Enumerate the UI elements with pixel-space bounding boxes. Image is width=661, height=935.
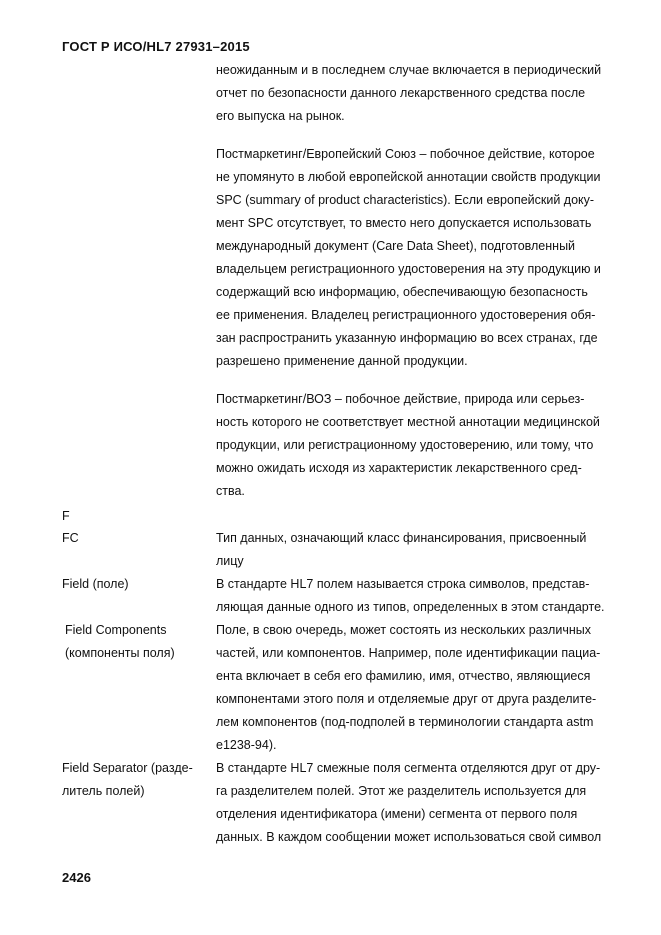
text-line: отчет по безопасности данного лекарственного средства после [216,86,586,100]
text-line: данных. В каждом сообщении может использоваться свой символ [216,830,602,844]
text-line: можно ожидать исходя из характеристик лекарственного сред- [216,461,582,475]
text-line: лем компонентов (под-подполей в терминологии стандарта astm [216,715,594,729]
term-line: FC [62,531,79,545]
text-line: разрешено применение данной продукции. [216,354,468,368]
section-letter: F [62,509,70,523]
text-line: зан распространить указанную информацию во всех странах, где [216,331,598,345]
text-line: SPC (summary of product characteristics). Если европейский доку- [216,193,595,207]
text-line: В стандарте HL7 смежные поля сегмента отделяются друг от дру- [216,761,601,775]
text-line: Постмаркетинг/Европейский Союз – побочное действие, которое [216,147,595,161]
text-line: Тип данных, означающий класс финансирования, присвоенный [216,531,587,545]
text-line: Поле, в свою очередь, может состоять из нескольких различных [216,623,591,637]
text-line: неожиданным и в последнем случае включается в периодический [216,63,602,77]
text-line: продукции, или регистрационному удостоверению, или тому, что [216,438,594,452]
glossary-term [62,573,210,596]
term-line: литель полей) [62,784,145,798]
continuation-paragraph [216,59,628,128]
text-line: отделения идентификатора (имени) сегмента от первого поля [216,807,578,821]
eu-postmarketing-paragraph [216,143,628,373]
text-line: не упомянуто в любой европейской аннотации свойств продукции [216,170,601,184]
text-line: ента включает в себя его фамилию, имя, отчество, являющиеся [216,669,591,683]
glossary-definition [216,527,628,573]
text-line: содержащий всю информацию, обеспечивающую безопасность [216,285,588,299]
glossary-term [62,757,210,803]
text-line: частей, или компонентов. Например, поле идентификации пациа- [216,646,601,660]
term-line: Field Components [65,623,167,637]
text-line: ность которого не соответствует местной аннотации медицинской [216,415,600,429]
text-line: компонентами этого поля и отделяемые друг от друга разделите- [216,692,597,706]
text-line: его выпуска на рынок. [216,109,345,123]
text-line: В стандарте HL7 полем называется строка символов, представ- [216,577,590,591]
text-line: лицу [216,554,244,568]
text-line: ляющая данные одного из типов, определенных в этом стандарте. [216,600,605,614]
text-line: ства. [216,484,245,498]
text-line: Постмаркетинг/ВОЗ – побочное действие, природа или серьез- [216,392,585,406]
term-line: (компоненты поля) [65,646,175,660]
page-number: 2426 [62,870,91,885]
glossary-definition [216,573,628,619]
text-line: ее применения. Владелец регистрационного удостоверения обя- [216,308,596,322]
term-line: Field (поле) [62,577,129,591]
text-line: га разделителем полей. Этот же разделитель используется для [216,784,587,798]
glossary-definition [216,757,628,849]
document-header: ГОСТ Р ИСО/HL7 27931–2015 [62,39,250,54]
text-line: мент SPC отсутствует, то вместо него допускается использовать [216,216,592,230]
glossary-definition [216,619,628,757]
glossary-term [65,619,213,665]
glossary-term [62,527,210,550]
who-postmarketing-paragraph [216,388,628,503]
text-line: владельцем регистрационного удостоверения на эту продукцию и [216,262,601,276]
term-line: Field Separator (разде- [62,761,193,775]
text-line: e1238-94). [216,738,277,752]
text-line: международный документ (Care Data Sheet), подготовленный [216,239,576,253]
